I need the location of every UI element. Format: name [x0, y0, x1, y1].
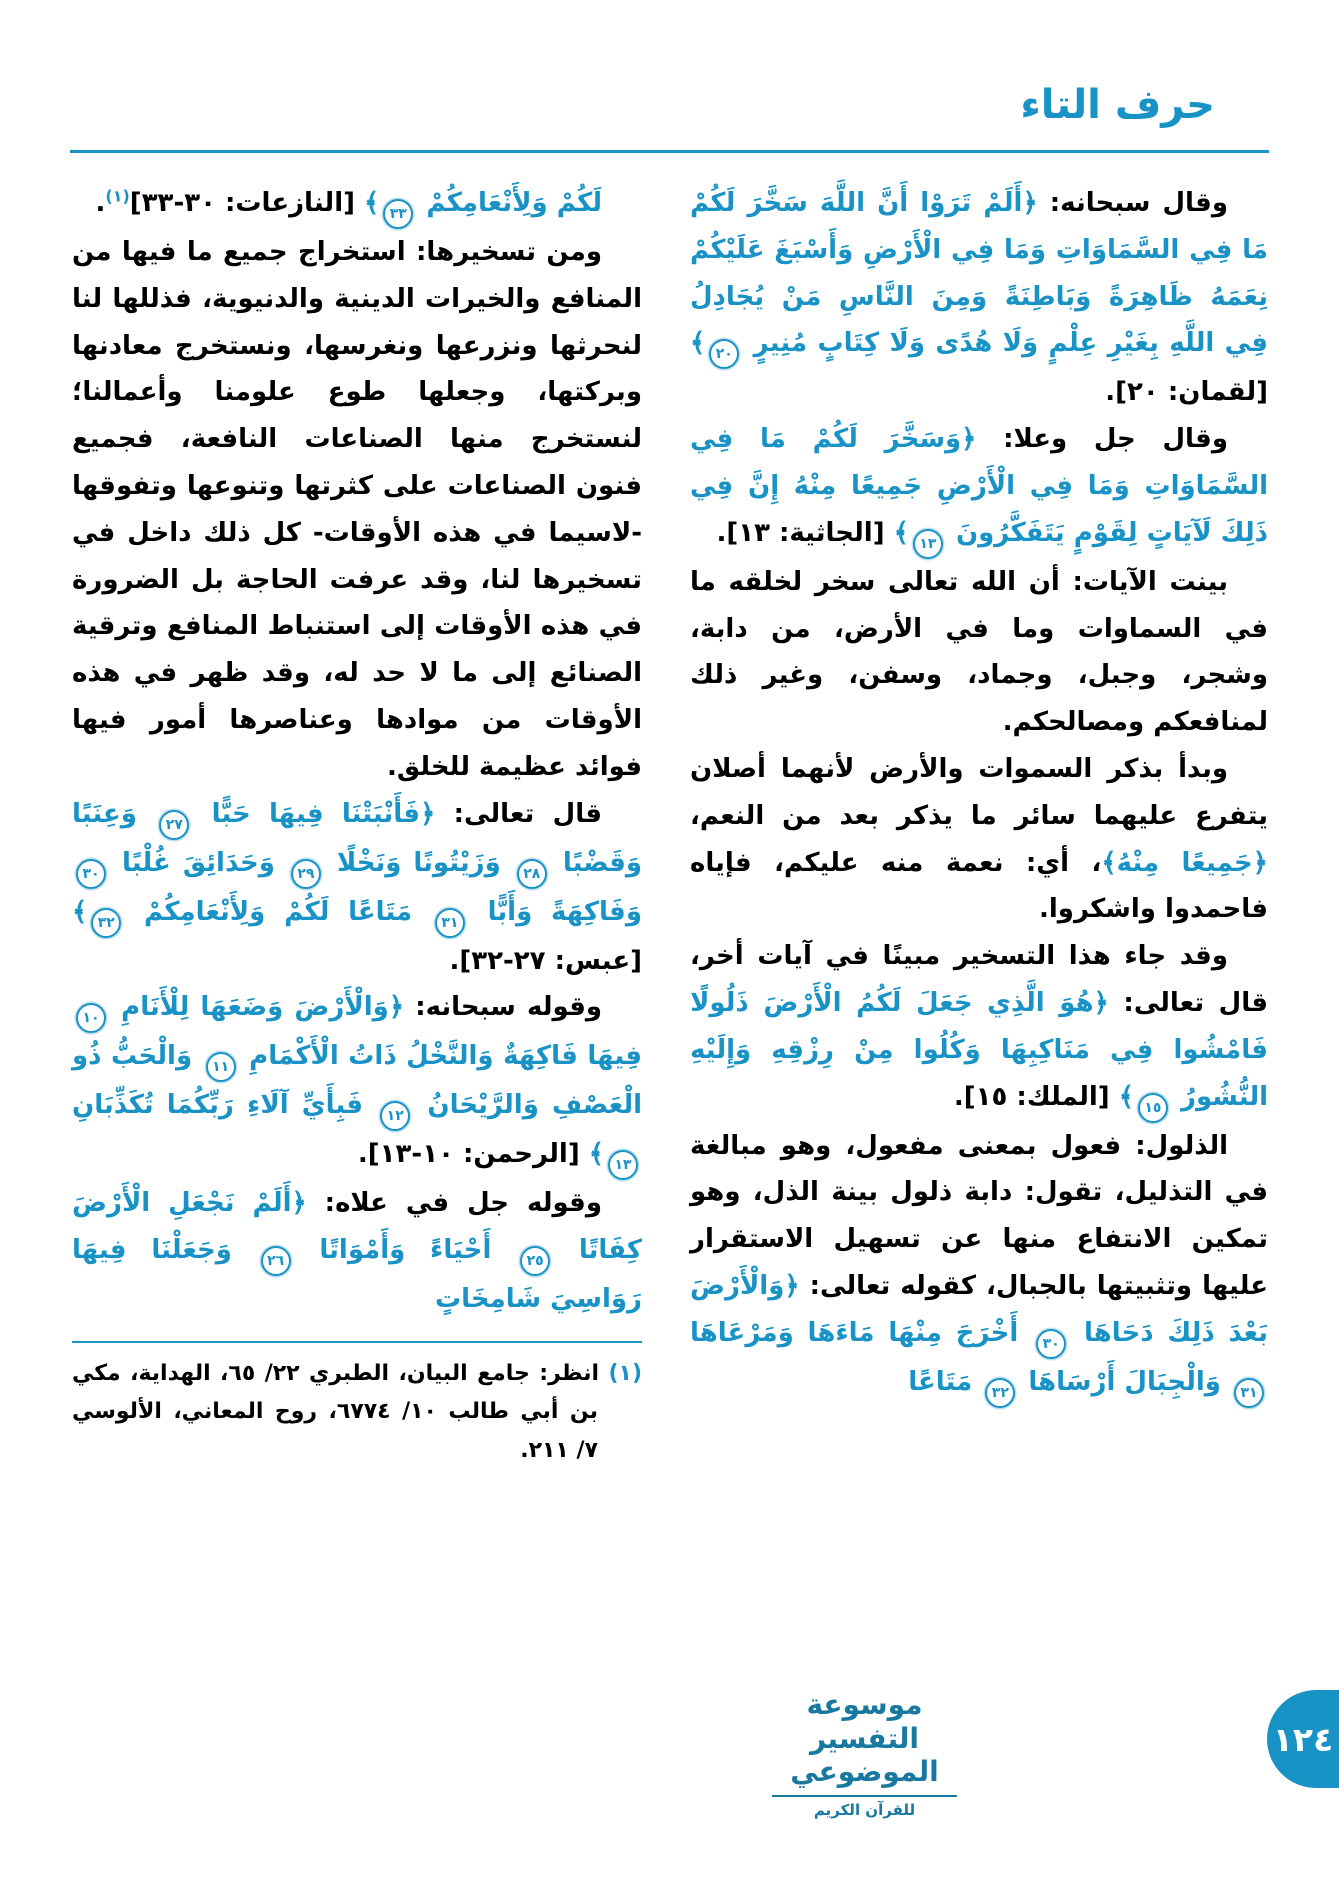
ayah-number-marker: ٣١	[435, 908, 465, 938]
quran-verse-text: أَخْرَجَ مِنْهَا مَاءَهَا وَمَرْعَاهَا	[690, 1317, 1033, 1348]
footnote-number: (١)	[599, 1360, 642, 1386]
quran-verse-text: مَتَاعًا	[908, 1366, 982, 1397]
column-left-paragraphs	[72, 180, 642, 1323]
ayah-number-marker: ١٥	[1138, 1093, 1168, 1123]
quran-verse-text: ﴿أَلَمْ تَرَوْا أَنَّ اللَّهَ سَخَّرَ لَكُمْ مَا فِي السَّمَاوَاتِ وَمَا فِي الْأَرْضِ وَأَسْبَغَ عَلَيْكُمْ نِعَمَهُ ظَاهِرَةً وَبَاطِنَةً وَمِنَ النَّاسِ مَنْ يُجَادِلُ فِي اللَّهِ بِغَيْرِ عِلْمٍ وَلَا هُدًى وَلَا كِتَابٍ مُنِيرٍ	[690, 188, 1268, 359]
body-text: وبدأ بذكر السموات والأرض لأنهما أصلان يتفرع عليهما سائر ما يذكر بعد من النعم،	[690, 753, 1268, 831]
page-number: ١٢٤	[1272, 1719, 1334, 1759]
verse-citation: [لقمان: ٢٠].	[1105, 377, 1268, 408]
quran-verse-text: ﴿فَأَنْبَتْنَا فِيهَا حَبًّا	[193, 798, 436, 829]
quran-verse-text: ﴾	[364, 188, 380, 218]
paragraph	[72, 791, 642, 985]
paragraph	[690, 933, 1268, 1122]
ayah-number-marker: ١٠	[76, 1003, 106, 1033]
quran-verse-text: وَالْحَبُّ ذُو الْعَصْفِ وَالرَّيْحَانُ	[72, 1041, 642, 1121]
ayah-number-marker: ٢٥	[520, 1246, 550, 1276]
quran-verse-text: ﴾	[72, 896, 88, 927]
quran-verse-text: أَحْيَاءً وَأَمْوَاتًا	[294, 1235, 517, 1266]
quran-verse-text: ﴾	[588, 1139, 604, 1170]
quran-verse-text: وَالْجِبَالَ أَرْسَاهَا	[1019, 1366, 1230, 1397]
publisher-emblem	[752, 1688, 977, 1819]
quran-verse-text: ﴿وَسَخَّرَ لَكُمْ مَا فِي السَّمَاوَاتِ وَمَا فِي الْأَرْضِ جَمِيعًا مِنْهُ إِنَّ فِي ذَلِكَ لَآيَاتٍ لِقَوْمٍ يَتَفَكَّرُونَ	[690, 424, 1268, 548]
column-right	[690, 180, 1268, 1408]
ayah-number-marker: ٢٦	[261, 1246, 291, 1276]
quran-verse-text: وَعِنَبًا وَقَضْبًا	[72, 798, 643, 878]
ayah-number-marker: ٣٠	[1036, 1329, 1066, 1359]
quran-verse-text: ﴾	[690, 328, 706, 359]
body-text: ومن تسخيرها: استخراج جميع ما فيها من المنافع والخيرات الدينية والدنيوية، فذللها لنا لنحرثها ونزرعها ونغرسها، ونستخرج معادنها وبركتها، وجعلها طوع علومنا وأعمالنا؛ لنستخرج منها الصناعات النافعة، فجميع فنون الصناعات على كثرتها وتنوعها وتفوقها -لاسيما في هذه الأوقات- كل ذلك داخل في تسخيرها لنا، وقد عرفت الحاجة بل الضرورة في هذه الأوقات إلى استنباط المنافع وترقية الصنائع إلى ما لا حد له، وقد ظهر في هذه الأوقات من موادها وعناصرها أمور فيها فوائد عظيمة للخلق.	[72, 237, 642, 782]
quran-verse-text: ﴿وَالْأَرْضَ وَضَعَهَا لِلْأَنَامِ	[110, 992, 405, 1023]
quran-verse-text: وَحَدَائِقَ غُلْبًا	[110, 847, 287, 878]
body-text: قال تعالى:	[435, 798, 602, 829]
ayah-number-marker: ٣٢	[91, 908, 121, 938]
quran-verse-text: ﴿هُوَ الَّذِي جَعَلَ لَكُمُ الْأَرْضَ ذَلُولًا فَامْشُوا فِي مَنَاكِبِهَا وَكُلُوا مِنْ رِزْقِهِ وَإِلَيْهِ النُّشُورُ	[690, 987, 1268, 1112]
verse-citation: [الجاثية: ١٣].	[716, 517, 894, 548]
body-text: بينت الآيات: أن الله تعالى سخر لخلقه ما في السماوات وما في الأرض، من دابة، وشجر، وجبل، وجماد، وسفن، وغير ذلك لمنافعكم ومصالحكم.	[690, 566, 1268, 738]
footnote-section	[72, 1355, 642, 1471]
quran-verse-text: مَتَاعًا لَكُمْ وَلِأَنْعَامِكُمْ	[125, 896, 431, 927]
paragraph	[72, 180, 642, 229]
quran-verse-text: ﴿جَمِيعًا مِنْهُ﴾	[1101, 847, 1268, 878]
ayah-number-marker: ٢٨	[517, 859, 547, 889]
paragraph	[690, 416, 1268, 559]
emblem-subtitle: للقرآن الكريم	[813, 1800, 916, 1819]
quran-verse-text: فِيهَا فَاكِهَةٌ وَالنَّخْلُ ذَاتُ الْأَكْمَامِ	[239, 1041, 642, 1072]
paragraph	[690, 559, 1268, 746]
header-divider	[70, 150, 1269, 153]
verse-citation: [الرحمن: ١٠-١٣].	[357, 1139, 589, 1170]
quran-verse-text: ﴾	[1118, 1081, 1134, 1112]
ayah-number-marker: ١٢	[380, 1101, 410, 1131]
verse-citation: [الملك: ١٥].	[953, 1081, 1119, 1112]
ayah-number-marker: ٢٠	[709, 339, 739, 369]
column-left	[72, 180, 642, 1470]
ayah-number-marker: ٣٠	[76, 859, 106, 889]
ayah-number-marker: ٢٩	[291, 859, 321, 889]
quran-verse-text: وَجَعَلْنَا فِيهَا رَوَاسِيَ شَامِخَاتٍ	[72, 1235, 642, 1315]
ayah-number-marker: ٣٢	[985, 1378, 1015, 1408]
footnote-divider	[72, 1341, 642, 1343]
ayah-number-marker: ١١	[206, 1052, 236, 1082]
quran-verse-text: ﴿وَالْأَرْضَ بَعْدَ ذَلِكَ دَحَاهَا	[690, 1270, 1268, 1348]
paragraph	[690, 180, 1268, 416]
paragraph	[690, 1123, 1268, 1408]
body-text: وقوله جل في علاه:	[306, 1188, 602, 1219]
quran-verse-text: وَزَيْتُونًا وَنَخْلًا	[324, 847, 513, 878]
paragraph	[72, 984, 642, 1180]
chapter-heading: حرف التاء	[1020, 82, 1215, 128]
body-text: الذلول: فعول بمعنى مفعول، وهو مبالغة في التذليل، تقول: دابة ذلول بينة الذل، وهو تمكين الانتفاع منها عن تسهيل الاستقرار عليها وتثبيتها بالجبال، كقوله تعالى:	[690, 1130, 1268, 1301]
paragraph	[72, 1180, 642, 1323]
ayah-number-marker: ٣١	[1234, 1378, 1264, 1408]
emblem-divider	[772, 1795, 957, 1797]
quran-verse-text: ﴿أَلَمْ نَجْعَلِ الْأَرْضَ كِفَاتًا	[72, 1188, 642, 1266]
ayah-number-marker: ٣٣	[383, 199, 413, 229]
paragraph	[690, 746, 1268, 933]
body-text: وقد جاء هذا التسخير مبينًا في آيات أخر، قال تعالى:	[690, 941, 1269, 1018]
page-number-badge	[1267, 1690, 1339, 1788]
quran-verse-text: ﴾	[893, 517, 909, 548]
verse-citation: [عبس: ٢٧-٣٢].	[449, 945, 642, 976]
body-text: .	[95, 188, 106, 218]
body-text: وقوله سبحانه:	[404, 992, 602, 1023]
footnote-reference-mark: (١)	[105, 186, 130, 206]
ayah-number-marker: ٢٧	[159, 810, 189, 840]
emblem-title: موسوعة التفسير الموضوعي	[790, 1688, 939, 1789]
body-text: انظر: جامع البيان، الطبري ٢٢/ ٦٥، الهداية، مكي بن أبي طالب ١٠/ ٦٧٧٤، روح المعاني، الألوسي ٧/ ٢١١.	[72, 1360, 600, 1463]
ayah-number-marker: ١٣	[608, 1150, 638, 1180]
body-text: وقال سبحانه:	[1037, 188, 1228, 218]
quran-verse-text: وَفَاكِهَةً وَأَبًّا	[468, 896, 642, 927]
footnote	[72, 1355, 642, 1471]
body-text: وقال جل وعلا:	[976, 424, 1228, 455]
quran-verse-text: فَبِأَيِّ آلَاءِ رَبِّكُمَا تُكَذِّبَانِ	[72, 1090, 377, 1121]
ayah-number-marker: ١٣	[913, 529, 943, 559]
body-text: ، أي: نعمة منه عليكم، فإياه فاحمدوا واشكروا.	[690, 847, 1268, 925]
verse-citation: [النازعات: ٣٠-٣٣]	[129, 188, 365, 218]
paragraph	[72, 229, 642, 791]
quran-verse-text: لَكُمْ وَلِأَنْعَامِكُمْ	[417, 188, 602, 218]
